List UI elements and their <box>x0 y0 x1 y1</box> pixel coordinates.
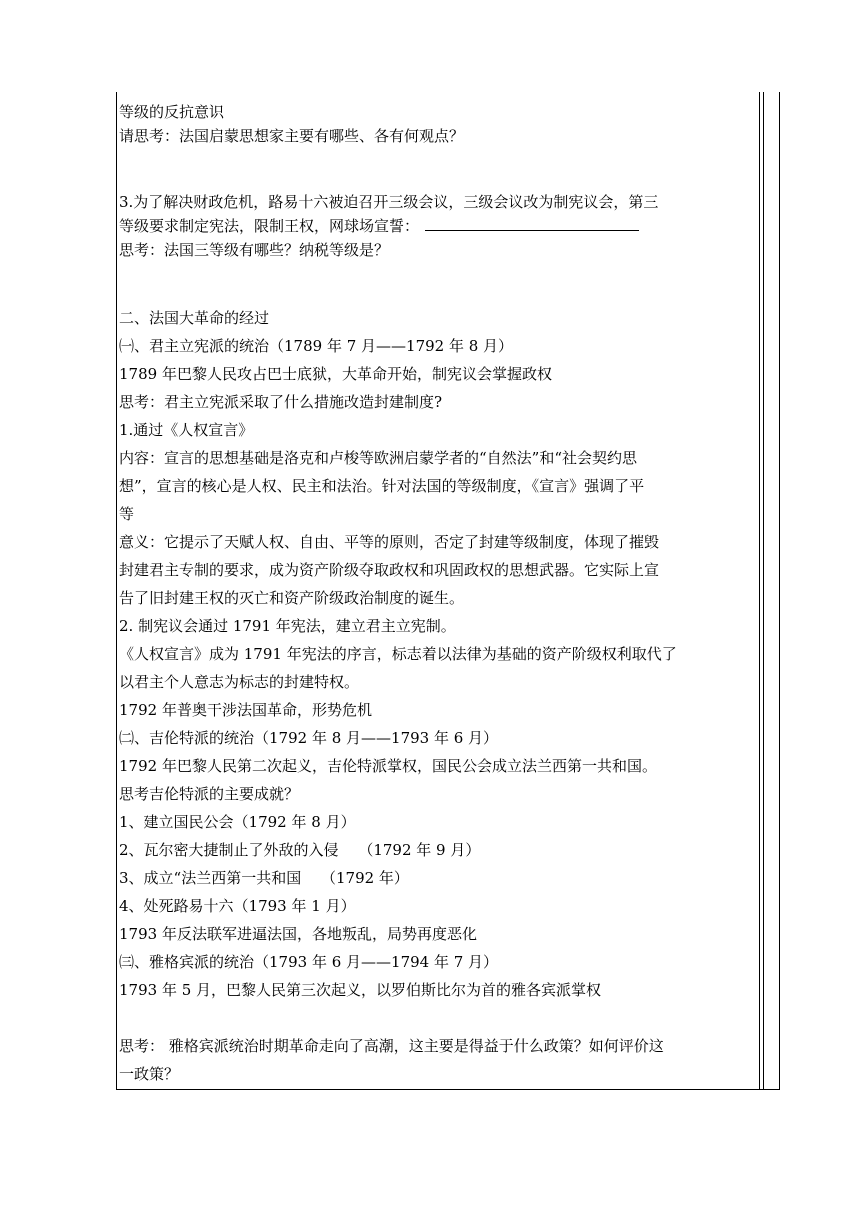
text-line: 等级的反抗意识 <box>119 103 225 121</box>
section-heading: 二、法国大革命的经过 <box>119 309 270 327</box>
text-line: 思考：君主立宪派采取了什么措施改造封建制度? <box>119 393 443 411</box>
text-line: ㈡、吉伦特派的统治（1792 年 8 月——1793 年 6 月） <box>119 729 499 747</box>
text-line: 思考：法国三等级有哪些？纳税等级是？ <box>119 241 390 259</box>
text-line: 想”，宣言的核心是人权、民主和法治。针对法国的等级制度，《宣言》强调了平 <box>119 477 645 495</box>
text-line: 以君主个人意志为标志的封建特权。 <box>119 673 360 691</box>
text-line: 4、处死路易十六（1793 年 1 月） <box>119 897 356 915</box>
fill-blank <box>425 218 639 231</box>
text-line: 3.为了解决财政危机，路易十六被迫召开三级会议，三级会议改为制宪议会，第三 <box>119 193 659 211</box>
text-line: 请思考：法国启蒙思想家主要有哪些、各有何观点？ <box>119 127 465 145</box>
text-line: ㈠、君主立宪派的统治（1789 年 7 月——1792 年 8 月） <box>119 337 514 355</box>
text-line: 1789 年巴黎人民攻占巴士底狱，大革命开始，制宪议会掌握政权 <box>119 365 552 383</box>
text-line: 《人权宣言》成为 1791 年宪法的序言，标志着以法律为基础的资产阶级权利取代了 <box>119 645 677 663</box>
text-line: 意义：它提示了天赋人权、自由、平等的原则，否定了封建等级制度，体现了摧毁 <box>119 533 660 551</box>
text-span: 等级要求制定宪法，限制王权，网球场宣誓： <box>119 217 420 235</box>
text-line: 封建君主专制的要求，成为资产阶级夺取政权和巩固政权的思想武器。它实际上宣 <box>119 561 660 579</box>
text-line: 2、瓦尔密大捷制止了外敌的入侵 （1792 年 9 月） <box>119 841 481 859</box>
text-line: 思考： 雅格宾派统治时期革命走向了高潮，这主要是得益于什么政策？如何评价这 <box>119 1037 664 1055</box>
lesson-content <box>119 92 759 1088</box>
text-line: 思考吉伦特派的主要成就？ <box>119 785 300 803</box>
text-line <box>119 214 759 238</box>
text-line: 1792 年普奥干涉法国革命，形势危机 <box>119 701 372 719</box>
text-line: 1793 年反法联军进逼法国，各地叛乱，局势再度恶化 <box>119 925 477 943</box>
text-line: ㈢、雅格宾派的统治（1793 年 6 月——1794 年 7 月） <box>119 953 499 971</box>
text-line: 等 <box>119 505 135 523</box>
table-column-divider <box>759 92 760 1090</box>
text-line: 内容：宣言的思想基础是洛克和卢梭等欧洲启蒙学者的“自然法”和“社会契约思 <box>119 449 638 467</box>
text-line: 告了旧封建王权的灭亡和资产阶级政治制度的诞生。 <box>119 589 465 607</box>
text-line: 1、建立国民公会（1792 年 8 月） <box>119 813 356 831</box>
text-line: 2. 制宪议会通过 1791 年宪法，建立君主立宪制。 <box>119 617 456 635</box>
text-line: 1792 年巴黎人民第二次起义，吉伦特派掌权，国民公会成立法兰西第一共和国。 <box>119 757 657 775</box>
text-line: 1.通过《人权宣言》 <box>119 421 254 439</box>
text-line: 3、成立“法兰西第一共和国 （1792 年） <box>119 869 409 887</box>
table-column-divider-double <box>763 92 764 1090</box>
text-line: 一政策？ <box>119 1065 180 1083</box>
text-line: 1793 年 5 月，巴黎人民第三次起义，以罗伯斯比尔为首的雅各宾派掌权 <box>119 981 602 999</box>
